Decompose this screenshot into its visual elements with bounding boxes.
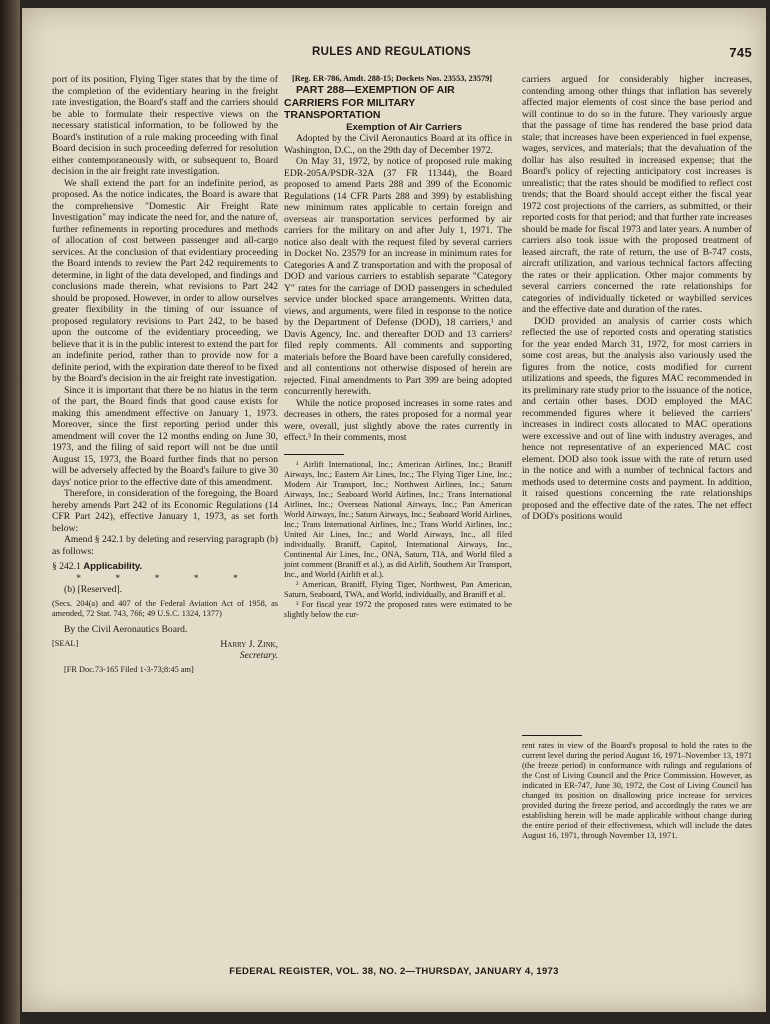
document-page — [22, 8, 766, 1012]
paragraph: Therefore, in consideration of the foregoing, the Board hereby amends Part 242 of its Economic Regulations (14 CFR Part 242), effective January 1, 1973, as set forth below: — [52, 488, 278, 534]
paragraph: Adopted by the Civil Aeronautics Board at its office in Washington, D.C., on the 29th day of December 1972. — [284, 133, 512, 156]
paragraph: carriers argued for considerably higher increases, contending among other things that inflation has severely affected major elements of cost since the base period and will continue to do so in the future. They variously argue that the passage of time has rendered the base priod data stale; that increases have been experienced in fuel expense, wages, services, and materials; that the devaluation of the dollar has also resulted in increased expense; that the Board's policy of rejecting anticipatory cost increases is unrealistic; that the rates should be modified to reflect cost trends; that the Board should accept either the fiscal year 1972 cost projections of the carriers, as submitted, or their reported costs for that period; and that further rate increases should be made for fiscal 1973 and later years. A number of carriers also took issue with the proposed treatment of leased aircraft, the rate of return, the use of B-747 costs, aircraft utilization, and various technical factors affecting the rates or their application. Other major comments by several carriers concerned the rate relationships for categories of individually ticketed or waybilled services and the effective date and duration of the rates. — [522, 74, 752, 315]
paragraph: DOD provided an analysis of carrier costs which reflected the use of reported costs and operating statistics for the year ended March 31, 1972, for most carriers in some cost areas, but the analysis also variously used the figures from the notice, costs modified for current utilizations and speeds, the figures MAC recommended in its preliminary rate study prior to the issuance of the notice, and certain other bases. DOD employed the MAC recommended figures where it believed the carriers' increases in indirect costs allocated to MAC operations were excessive and out of line with industry averages, and hence not representative of an experienced MAC cost element. DOD also took issue with the rate of return used in the notice and with a number of technical factors and methods used to determine costs and payment. In addition, it raised questions concerning the rate relationships proposed and the effective date of the rates. The net effect of DOD's positions would — [522, 315, 752, 522]
column-3-footnote — [522, 735, 752, 841]
book-spine — [0, 0, 20, 1024]
running-header — [22, 44, 766, 62]
ellipsis-stars: * * * * * — [76, 572, 254, 584]
docket-citation: [Reg. ER-786, Amdt. 288-15; Dockets Nos. 23553, 23579] — [292, 74, 493, 83]
authority-citation: (Secs. 204(a) and 407 of the Federal Aviation Act of 1958, as amended, 72 Stat. 743, 766; 49 U.S.C. 1324, 1377) — [52, 598, 278, 618]
page-footer: FEDERAL REGISTER, VOL. 38, NO. 2—THURSDAY, JANUARY 4, 1973 — [229, 966, 559, 977]
sub-heading: Exemption of Air Carriers — [346, 121, 462, 133]
column-1 — [52, 74, 278, 675]
amendment-instruction: Amend § 242.1 by deleting and reserving paragraph (b) as follows: — [52, 534, 278, 557]
by-board: By the Civil Aeronautics Board. — [64, 623, 188, 635]
paragraph: While the notice proposed increases in some rates and decreases in others, the rates proposed for a normal year were, overall, just slightly above the rates currently in effect.³ In their comments, most — [284, 397, 512, 443]
paragraph: On May 31, 1972, by notice of proposed rule making EDR-205A/PSDR-32A (37 FR 11344), the Board proposed to amend Parts 288 and 399 of the Economic Regulations (14 CFR Parts 288 and 399) by establishing new minimum rates applicable to certain foreign and overseas air transportation services performed by air carriers for the military on and after July 1, 1971. The notice also dealt with the request filed by several carriers in Docket No. 23579 for an increase in minimum rates for Categories A and Z transportation and with the proposal of DOD and various carriers to establish separate "Category Y" rates for the carriage of DOD passengers in scheduled service under blocked space arrangements. Written data, views, and arguments, were filed in response to the notice by the Department of Defense (DOD), 18 carriers,¹ and Davis Agency, Inc. and thereafter DOD and 13 carriers² filed reply comments. All comments and supporting materials before the Board have been carefully considered, and all contentions not otherwise disposed of herein are rejected. Final amendments to Part 399 are being adopted concurrently herewith. — [284, 156, 512, 397]
paragraph: port of its position, Flying Tiger states that by the time of the completion of the evidentiary hearing in the freight rate investigation, the Board's staff and the carriers should be able to formulate their respective views on the necessary statistical information, to be followed by the Board's institution of a rule making proceeding with final Board decision in such proceeding deferred for resolution either contemporaneously with, or subsequent to, Board decision in the air freight rate investigation. — [52, 74, 278, 177]
footnote-rule — [284, 454, 344, 455]
footnote-rule — [522, 735, 582, 736]
section-heading — [52, 561, 278, 573]
part-heading: PART 288—EXEMPTION OF AIR CARRIERS FOR MILITARY TRANSPORTATION — [284, 84, 455, 121]
footnote-3: ³ For fiscal year 1972 the proposed rates were estimated to be slightly below the cur- — [284, 599, 512, 619]
paragraph: We shall extend the part for an indefinite period, as proposed. As the notice indicates, the Board is aware that the comprehensive "Domestic Air Freight Rate Investigation" may indicate the need for, and the nature of, further refinements in reporting procedures and methods of allocation of cost between passenger and all-cargo services. At the conclusion of that evidentiary proceeding the Board intends to review the Part 242 requirements to determine, in light of the data developed, and findings and conclusions made therein, what revisions to Part 242 should be proposed. However, in order to allow ourselves greater flexibility in the timing of our issuance of proposed regulatory revisions to Part 242, to be based upon the outcome of the evidentiary proceeding, we believe that it is in the public interest to extend the part for an indefinite period, rather than to provide now for a definite period, with the expiration date thereof to be fixed by the Board's decision in the air freight rate investigation. — [52, 177, 278, 384]
page-number: 745 — [729, 45, 752, 60]
footnote-2: ² American, Braniff, Flying Tiger, Northwest, Pan American, Saturn, Seaboard, TWA, and World, individually, and Braniff et al. — [284, 579, 512, 599]
paragraph: Since it is important that there be no hiatus in the term of the part, the Board finds that good cause exists for making this amendment effective on January 1, 1973. Moreover, since the first reporting period under this amendment will cover the 12 months ending on June 30, 1973, and the filing of said report will not be due until August 15, 1973, the Board further finds that no person will be adversely affected by the Board's failure to give 30 days' notice prior to the effective date of this amendment. — [52, 384, 278, 488]
footnote-continuation: rent rates in view of the Board's proposal to hold the rates to the current level during the period August 16, 1971–November 13, 1971 (the freeze period) in conformance with rulings and regulations of the Cost of Living Council and the Price Commission. However, as indicated in ER-747, June 30, 1972, the Cost of Living Council has changed its position on disallowing price increase for services provided during the freeze period, and accordingly the rates we are establishing herein will be made applicable without change during the entire period of their effectiveness, which will include the dates August 16, 1971, through November 13, 1971. — [522, 741, 752, 840]
seal: [SEAL] — [52, 639, 79, 648]
footnote-1: ¹ Airlift International, Inc.; American Airlines, Inc.; Braniff Airways, Inc.; Eastern Air Lines, Inc.; The Flying Tiger Line, Inc.; Modern Air Transport, Inc.; Northwest Airlines, Inc.; Saturn Airways, Inc.; Seaboard World Airlines, Inc.; Trans International Airlines, Inc.; Overseas National Airways, Inc.; Pan American World Airways, Inc.; Saturn Airways, Inc.; Seaboard World Airlines, Inc.; Trans International Airlines, Inc.; Trans World Airlines, Inc.; United Air Lines, Inc.; and World Airways, Inc., all filed individually. Braniff, Capitol, International Airways, Inc., Continental Air Lines, Inc., ONA, Saturn, TIA, and World filed a joint comment (Braniff et al.), as did Airlift, Southern Air Transport, Inc., and World (Airlift et al.). — [284, 459, 512, 579]
signer-title: Secretary. — [239, 650, 278, 661]
header-title: RULES AND REGULATIONS — [312, 46, 471, 58]
reserved-paragraph: (b) [Reserved]. — [64, 584, 123, 595]
column-2 — [284, 74, 512, 620]
section-title: Applicability. — [83, 561, 143, 572]
column-3 — [522, 74, 752, 523]
signer-name: Harry J. Zink, — [220, 638, 278, 650]
fr-doc-citation: [FR Doc.73-165 Filed 1-3-73;8:45 am] — [64, 664, 194, 674]
section-number: § 242.1 — [52, 561, 81, 572]
